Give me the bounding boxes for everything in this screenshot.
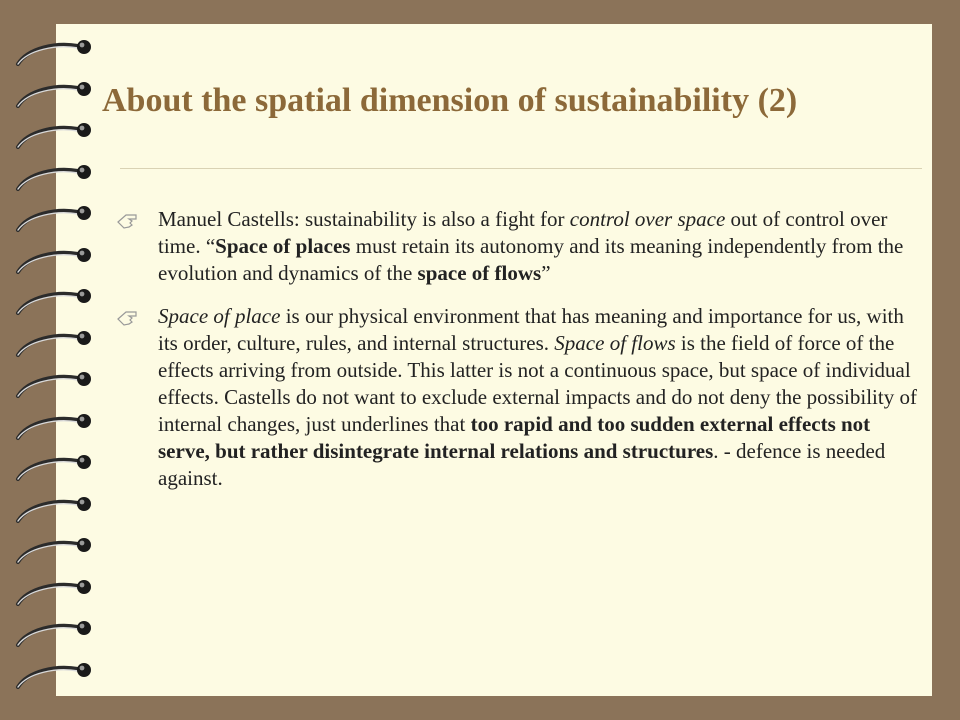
bullet-text-segment: Space of flows (554, 331, 676, 355)
binding-ring (8, 495, 100, 525)
binding-ring (8, 80, 100, 110)
bullet-text-segment: must retain its autonomy and its meaning independently from the evolution and dynamics of the (158, 234, 904, 285)
binding-ring (8, 412, 100, 442)
binding-ring (8, 370, 100, 400)
binding-ring (8, 38, 100, 68)
bullet-text-segment: Manuel Castells: sustainability is also a fight for (158, 207, 570, 231)
bullet-text-segment: ” (541, 261, 551, 285)
bullet-item (116, 303, 918, 492)
bullet-text-segment: Space of place (158, 304, 281, 328)
bullet-text-segment: is our physical environment that has meaning and importance for us, with its order, culture, rules, and internal structures. (158, 304, 904, 355)
binding-ring (8, 661, 100, 691)
bullet-text-segment: Space of places (215, 234, 351, 258)
bullet-text-segment: out of control over time. “ (158, 207, 888, 258)
bullet-item (116, 206, 918, 287)
title-divider (120, 168, 922, 169)
bullet-text-segment: . - defence is needed against. (158, 439, 886, 490)
binding-ring (8, 204, 100, 234)
binding-ring (8, 536, 100, 566)
binding-ring (8, 163, 100, 193)
bullet-text (158, 304, 917, 490)
bullet-text-segment: is the field of force of the effects arriving from outside. This latter is not a continuous space, but space of individual effects. Castells do not want to exclude external impacts and do not deny the possibility of internal changes, just underlines that (158, 331, 917, 436)
slide-title: About the spatial dimension of sustainability (2) (102, 82, 798, 119)
binding-ring (8, 246, 100, 276)
bullet-text-segment: too rapid and too sudden external effects not serve, but rather disintegrate internal relations and structures (158, 412, 871, 463)
binding-ring (8, 287, 100, 317)
binding-ring (8, 329, 100, 359)
pointing-hand-icon (116, 309, 138, 329)
binding-ring (8, 619, 100, 649)
bullet-text (158, 207, 903, 285)
binding-ring (8, 578, 100, 608)
binding-ring (8, 121, 100, 151)
bullet-text-segment: control over space (569, 207, 726, 231)
bullet-list (116, 206, 918, 508)
bullet-text-segment: space of flows (417, 261, 542, 285)
binding-ring (8, 453, 100, 483)
pointing-hand-icon (116, 212, 138, 232)
